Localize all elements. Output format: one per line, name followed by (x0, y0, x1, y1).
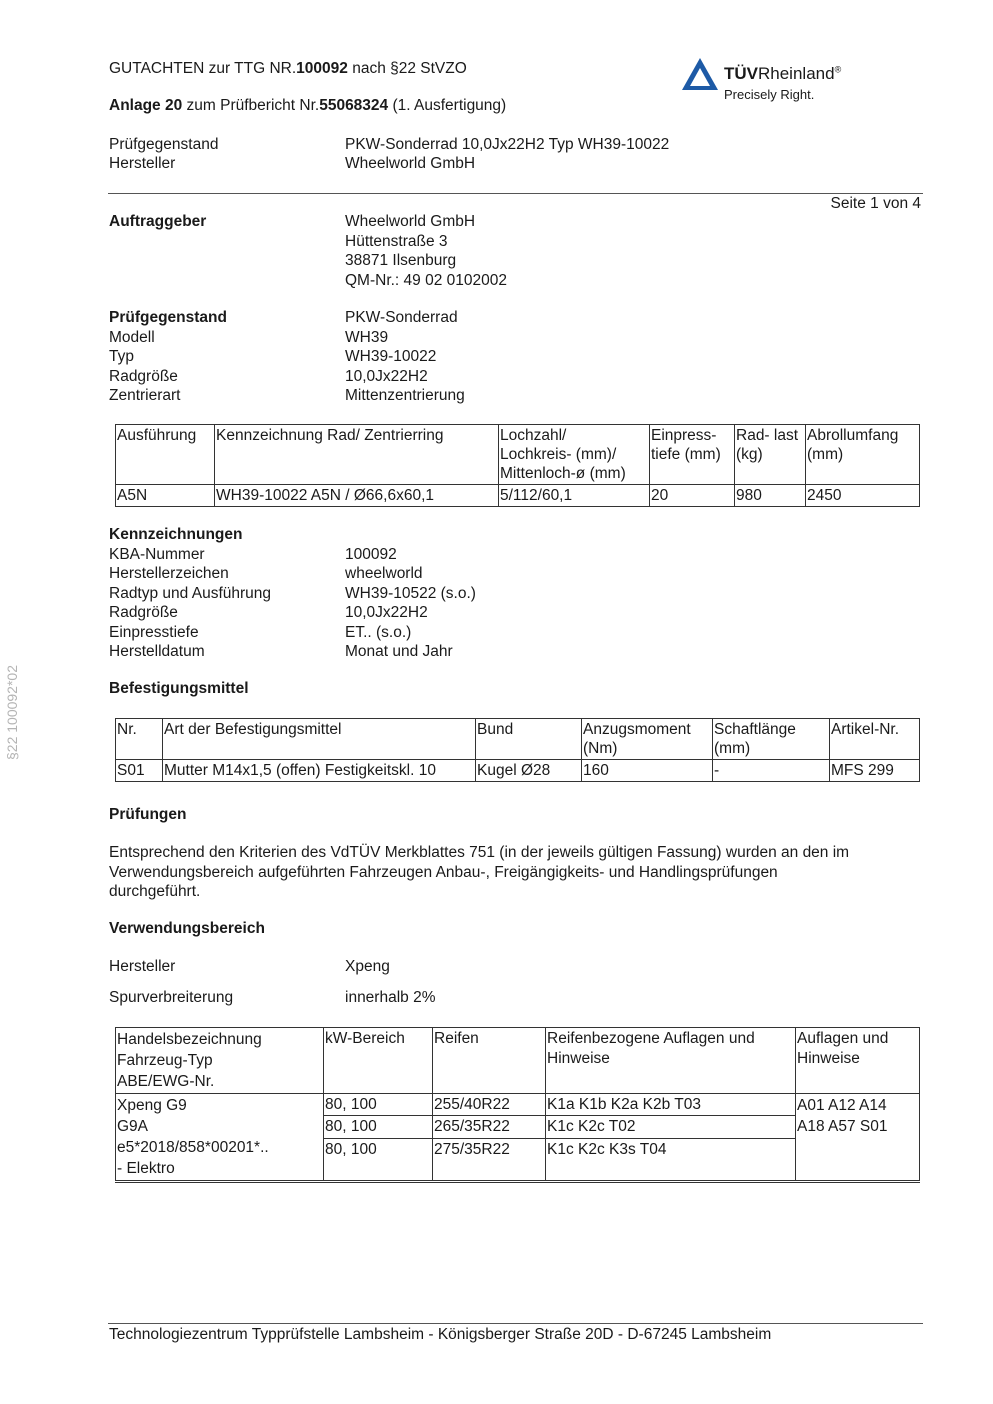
variant-cell: WH39-10022 A5N / Ø66,6x60,1 (215, 485, 499, 507)
tyre-notes-cell-filler (546, 1160, 796, 1181)
fastener-cell: 160 (582, 760, 713, 782)
variant-cell: A5N (116, 485, 215, 507)
fastener-cell: - (713, 760, 830, 782)
header-maker-label: Hersteller (109, 155, 176, 172)
fastener-header: Art der Befestigungsmittel (163, 719, 476, 760)
marking-label: Einpresstiefe (109, 623, 199, 641)
tyre-notes-cell: K1c K2c K3s T04 (546, 1138, 796, 1160)
usage-track-value: innerhalb 2% (345, 989, 436, 1006)
subject-value: 10,0Jx22H2 (345, 367, 428, 385)
table-header-row (116, 1028, 920, 1094)
vehicle-table (115, 1027, 920, 1183)
client-line: Wheelworld GmbH (345, 213, 476, 230)
fasteners-heading: Befestigungsmittel (109, 680, 249, 697)
side-stamp: §22 100092*02 (4, 665, 20, 760)
variant-header: Kennzeichnung Rad/ Zentrierring (215, 425, 499, 485)
variant-table (115, 424, 920, 507)
usage-heading: Verwendungsbereich (109, 920, 265, 937)
marking-label: Radtyp und Ausführung (109, 584, 272, 602)
tuv-rheinland-logo (680, 56, 870, 106)
tyre-cell: 265/35R22 (433, 1116, 546, 1138)
subject-value: WH39 (345, 328, 389, 346)
vehicle-header: Reifen (433, 1028, 546, 1094)
footer-address: Technologiezentrum Typprüfstelle Lambsheim - Königsberger Straße 20D - D-67245 Lambsheim (109, 1326, 772, 1343)
variant-header: Lochzahl/ Lochkreis- (mm)/ Mittenloch-ø (mm) (499, 425, 650, 485)
kw-cell: 80, 100 (324, 1138, 433, 1160)
variant-header: Abrollumfang (mm) (806, 425, 920, 485)
usage-maker-label: Hersteller (109, 958, 176, 975)
vehicle-header: Handelsbezeichnung Fahrzeug-Typ ABE/EWG-Nr. (116, 1028, 324, 1094)
table-header-row (116, 425, 920, 485)
markings-values (345, 546, 476, 663)
report-annex: Anlage 20 zum Prüfbericht Nr.55068324 (1. Ausfertigung) (109, 97, 507, 114)
fastener-header: Anzugsmoment (Nm) (582, 719, 713, 760)
subject-label: Modell (109, 328, 155, 346)
vehicle-header: Reifenbezogene Auflagen und Hinweise (546, 1028, 796, 1094)
variant-cell: 2450 (806, 485, 920, 507)
fastener-cell: MFS 299 (830, 760, 920, 782)
fastener-header: Artikel-Nr. (830, 719, 920, 760)
subject-values (345, 309, 465, 407)
subject-labels (109, 309, 227, 407)
subject-value: PKW-Sonderrad (345, 309, 458, 326)
fastener-cell: S01 (116, 760, 163, 782)
marking-value: wheelworld (345, 565, 423, 582)
subject-value: Mittenzentrierung (345, 387, 465, 404)
markings-heading: Kennzeichnungen (109, 526, 243, 543)
client-label: Auftraggeber (109, 213, 207, 230)
tyre-notes-cell: K1c K2c T02 (546, 1116, 796, 1138)
variant-header: Rad- last (kg) (735, 425, 806, 485)
markings-labels (109, 526, 271, 663)
marking-label: Radgröße (109, 604, 178, 621)
variant-header: Einpress- tiefe (mm) (650, 425, 735, 485)
vehicle-header: kW-Bereich (324, 1028, 433, 1094)
fasteners-table (115, 718, 920, 782)
subject-label: Zentrierart (109, 387, 181, 404)
tests-line: Entsprechend den Kriterien des VdTÜV Merkblattes 751 (in der jeweils gültigen Fassung) wurden an den im (109, 844, 850, 861)
header-maker-value: Wheelworld GmbH (345, 155, 476, 172)
subject-heading: Prüfgegenstand (109, 309, 227, 326)
marking-value: Monat und Jahr (345, 643, 453, 660)
client-address (345, 213, 507, 291)
kw-cell: 80, 100 (324, 1116, 433, 1138)
marking-value: WH39-10522 (s.o.) (345, 584, 476, 602)
marking-label: Herstellerzeichen (109, 565, 229, 582)
client-line: QM-Nr.: 49 02 0102002 (345, 271, 507, 289)
subject-label: Radgröße (109, 367, 178, 385)
logo-brand: TÜVRheinland® (724, 64, 842, 83)
logo-tagline: Precisely Right. (724, 87, 815, 102)
tests-line: durchgeführt. (109, 883, 201, 900)
tests-heading: Prüfungen (109, 806, 187, 823)
tyre-notes-cell: K1a K1b K2a K2b T03 (546, 1094, 796, 1116)
tests-paragraph (109, 844, 849, 903)
fastener-cell: Kugel Ø28 (476, 760, 582, 782)
usage-maker-value: Xpeng (345, 958, 390, 975)
marking-label: KBA-Nummer (109, 545, 205, 563)
fastener-cell: Mutter M14x1,5 (offen) Festigkeitskl. 10 (163, 760, 476, 782)
subject-value: WH39-10022 (345, 348, 437, 365)
footer-rule (108, 1323, 923, 1324)
header-subject-value: PKW-Sonderrad 10,0Jx22H2 Typ WH39-10022 (345, 136, 670, 153)
fastener-header: Schaftlänge (mm) (713, 719, 830, 760)
marking-value: 10,0Jx22H2 (345, 604, 428, 621)
report-title: GUTACHTEN zur TTG NR.100092 nach §22 StVZO (109, 60, 467, 77)
client-line: Hüttenstraße 3 (345, 232, 448, 250)
tyre-cell: 275/35R22 (433, 1138, 546, 1160)
tyre-cell: 255/40R22 (433, 1094, 546, 1116)
marking-label: Herstelldatum (109, 643, 205, 660)
variant-header: Ausführung (116, 425, 215, 485)
variant-cell: 20 (650, 485, 735, 507)
page-number: Seite 1 von 4 (830, 195, 921, 212)
fastener-header: Bund (476, 719, 582, 760)
kw-cell-filler (324, 1160, 433, 1181)
header-subject-label: Prüfgegenstand (109, 136, 219, 153)
general-notes-cell: A01 A12 A14 A18 A57 S01 (796, 1094, 920, 1182)
fastener-header: Nr. (116, 719, 163, 760)
tests-line: Verwendungsbereich aufgeführten Fahrzeugen Anbau-, Freigängigkeits- und Handlingsprüfungen (109, 863, 778, 881)
table-row (116, 485, 920, 507)
variant-cell: 980 (735, 485, 806, 507)
table-header-row (116, 719, 920, 760)
tuv-triangle-icon (680, 56, 720, 92)
kw-cell: 80, 100 (324, 1094, 433, 1116)
subject-label: Typ (109, 348, 134, 365)
table-row (116, 760, 920, 782)
header-rule (108, 193, 923, 194)
table-row (116, 1094, 920, 1116)
marking-value: 100092 (345, 545, 397, 563)
marking-value: ET.. (s.o.) (345, 623, 412, 641)
usage-track-label: Spurverbreiterung (109, 989, 234, 1006)
client-line: 38871 Ilsenburg (345, 252, 457, 269)
vehicle-cell: Xpeng G9 G9A e5*2018/858*00201*.. - Elektro (116, 1094, 324, 1182)
vehicle-header: Auflagen und Hinweise (796, 1028, 920, 1094)
tyre-cell-filler (433, 1160, 546, 1181)
variant-cell: 5/112/60,1 (499, 485, 650, 507)
